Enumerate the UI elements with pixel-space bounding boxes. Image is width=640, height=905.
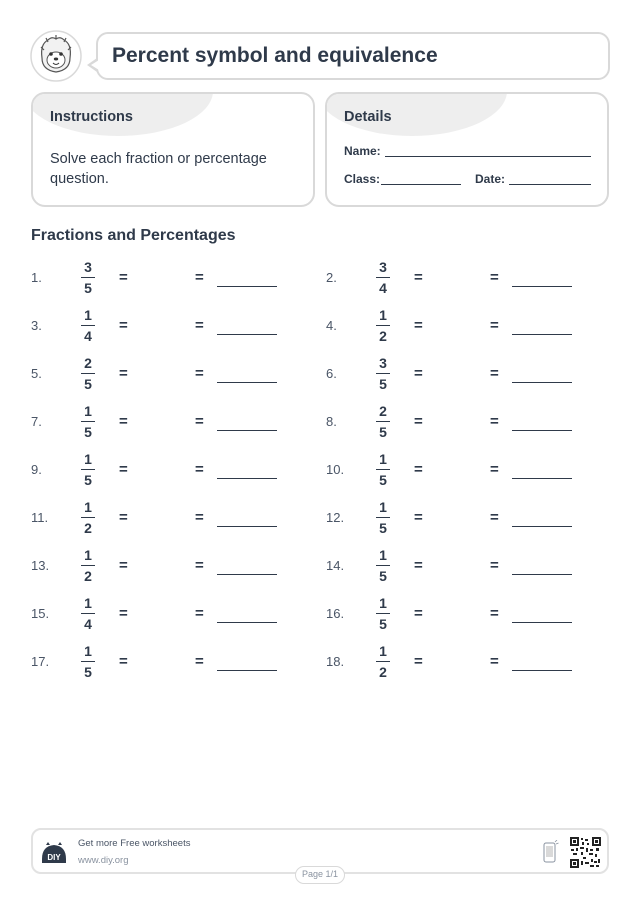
equals-sign: = [119,653,128,670]
question-item [31,401,291,445]
fraction-denominator: 5 [84,472,92,488]
equals-sign: = [195,365,204,382]
fraction [374,545,392,586]
question-item [326,497,586,541]
date-label: Date: [475,172,506,186]
answer-line[interactable] [512,526,572,527]
fraction-numerator: 1 [84,403,92,419]
fraction [79,353,97,394]
fraction [79,593,97,634]
fraction-numerator: 3 [379,259,387,275]
equals-sign: = [195,653,204,670]
fraction [374,641,392,682]
question-item [31,353,291,397]
equals-sign: = [119,605,128,622]
equals-sign: = [119,557,128,574]
equals-sign: = [490,509,499,526]
fraction-denominator: 5 [379,568,387,584]
instructions-card [31,92,315,207]
equals-sign: = [119,413,128,430]
question-number: 8. [326,414,337,429]
fraction-denominator: 2 [379,328,387,344]
fraction-numerator: 1 [379,643,387,659]
answer-line[interactable] [217,334,277,335]
phone-icon [543,840,559,864]
name-field[interactable] [385,156,591,157]
fraction-numerator: 1 [379,547,387,563]
fraction [374,353,392,394]
answer-line[interactable] [217,526,277,527]
fraction-denominator: 4 [379,280,387,296]
question-item [326,401,586,445]
fraction [79,449,97,490]
answer-line[interactable] [217,382,277,383]
fraction-numerator: 1 [84,451,92,467]
question-number: 17. [31,654,50,669]
question-number: 13. [31,558,50,573]
name-label: Name: [344,144,381,158]
question-item [31,305,291,349]
details-card [325,92,609,207]
fraction [374,257,392,298]
equals-sign: = [414,269,423,286]
worksheet-header [30,30,610,86]
question-number: 3. [31,318,42,333]
equals-sign: = [119,509,128,526]
question-item [31,257,291,301]
question-item [326,257,586,301]
answer-line[interactable] [512,622,572,623]
equals-sign: = [414,557,423,574]
equals-sign: = [490,461,499,478]
question-item [326,641,586,685]
question-number: 7. [31,414,42,429]
fraction-numerator: 1 [84,643,92,659]
fraction-denominator: 5 [84,424,92,440]
equals-sign: = [490,605,499,622]
equals-sign: = [414,413,423,430]
equals-sign: = [490,413,499,430]
equals-sign: = [490,365,499,382]
equals-sign: = [195,413,204,430]
question-item [31,641,291,685]
question-number: 12. [326,510,345,525]
answer-line[interactable] [512,670,572,671]
question-item [31,593,291,637]
equals-sign: = [195,557,204,574]
date-field[interactable] [509,184,591,185]
fraction-numerator: 1 [84,307,92,323]
question-item [326,593,586,637]
diy-logo-icon [41,841,67,865]
fraction [374,401,392,442]
instructions-text: Solve each fraction or percentage question. [50,151,267,187]
mascot-face-icon [30,30,82,82]
question-number: 18. [326,654,345,669]
question-number: 16. [326,606,345,621]
answer-line[interactable] [217,670,277,671]
fraction [79,305,97,346]
question-number: 2. [326,270,337,285]
fraction [374,593,392,634]
fraction-denominator: 5 [84,664,92,680]
answer-line[interactable] [217,430,277,431]
fraction-numerator: 1 [84,499,92,515]
question-item [326,305,586,349]
fraction-numerator: 1 [379,595,387,611]
equals-sign: = [414,605,423,622]
equals-sign: = [195,317,204,334]
fraction-numerator: 3 [84,259,92,275]
question-number: 10. [326,462,345,477]
answer-line[interactable] [217,478,277,479]
fraction-numerator: 2 [379,403,387,419]
section-title: Fractions and Percentages [31,227,236,244]
fraction-numerator: 1 [379,499,387,515]
equals-sign: = [414,317,423,334]
question-item [31,449,291,493]
fraction-numerator: 2 [84,355,92,371]
fraction-numerator: 1 [84,547,92,563]
page-number-badge: Page 1/1 [295,866,345,884]
footer-url-link[interactable]: www.diy.org [78,855,129,866]
fraction-denominator: 5 [379,424,387,440]
question-number: 11. [31,510,49,525]
fraction-numerator: 1 [379,451,387,467]
question-item [31,497,291,541]
answer-line[interactable] [512,382,572,383]
svg-text:DIY: DIY [47,853,61,862]
fraction [79,641,97,682]
question-number: 15. [31,606,50,621]
fraction-denominator: 2 [84,568,92,584]
class-field[interactable] [381,184,461,185]
answer-line[interactable] [512,574,572,575]
equals-sign: = [119,461,128,478]
answer-line[interactable] [512,430,572,431]
fraction [374,497,392,538]
fraction-denominator: 5 [84,376,92,392]
answer-line[interactable] [512,478,572,479]
fraction-denominator: 5 [379,376,387,392]
fraction-denominator: 2 [379,664,387,680]
answer-line[interactable] [217,286,277,287]
equals-sign: = [490,653,499,670]
fraction-denominator: 5 [379,472,387,488]
fraction-denominator: 2 [84,520,92,536]
answer-line[interactable] [512,334,572,335]
fraction-numerator: 1 [84,595,92,611]
question-item [326,353,586,397]
equals-sign: = [490,557,499,574]
fraction-denominator: 5 [379,616,387,632]
equals-sign: = [414,653,423,670]
equals-sign: = [119,365,128,382]
equals-sign: = [490,317,499,334]
equals-sign: = [490,269,499,286]
question-item [326,449,586,493]
answer-line[interactable] [512,286,572,287]
fraction [79,401,97,442]
question-number: 9. [31,462,42,477]
class-label: Class: [344,172,381,186]
equals-sign: = [119,269,128,286]
answer-line[interactable] [217,622,277,623]
equals-sign: = [414,365,423,382]
question-item [326,545,586,589]
fraction-denominator: 5 [84,280,92,296]
fraction [79,257,97,298]
question-item [31,545,291,589]
fraction-denominator: 5 [379,520,387,536]
question-number: 6. [326,366,337,381]
fraction [79,497,97,538]
answer-line[interactable] [217,574,277,575]
instructions-title: Instructions [50,109,133,125]
fraction [374,449,392,490]
question-number: 4. [326,318,337,333]
fraction-denominator: 4 [84,616,92,632]
fraction-denominator: 4 [84,328,92,344]
equals-sign: = [195,605,204,622]
qr-code-icon [570,837,601,868]
equals-sign: = [195,269,204,286]
fraction [374,305,392,346]
fraction [79,545,97,586]
question-number: 1. [31,270,42,285]
page-title: Percent symbol and equivalence [112,44,438,67]
question-number: 5. [31,366,42,381]
equals-sign: = [414,461,423,478]
fraction-numerator: 1 [379,307,387,323]
fraction-numerator: 3 [379,355,387,371]
equals-sign: = [414,509,423,526]
equals-sign: = [119,317,128,334]
footer-promo-text: Get more Free worksheets [78,838,191,849]
equals-sign: = [195,509,204,526]
equals-sign: = [195,461,204,478]
details-title: Details [344,109,392,125]
question-number: 14. [326,558,345,573]
title-box [96,32,610,80]
